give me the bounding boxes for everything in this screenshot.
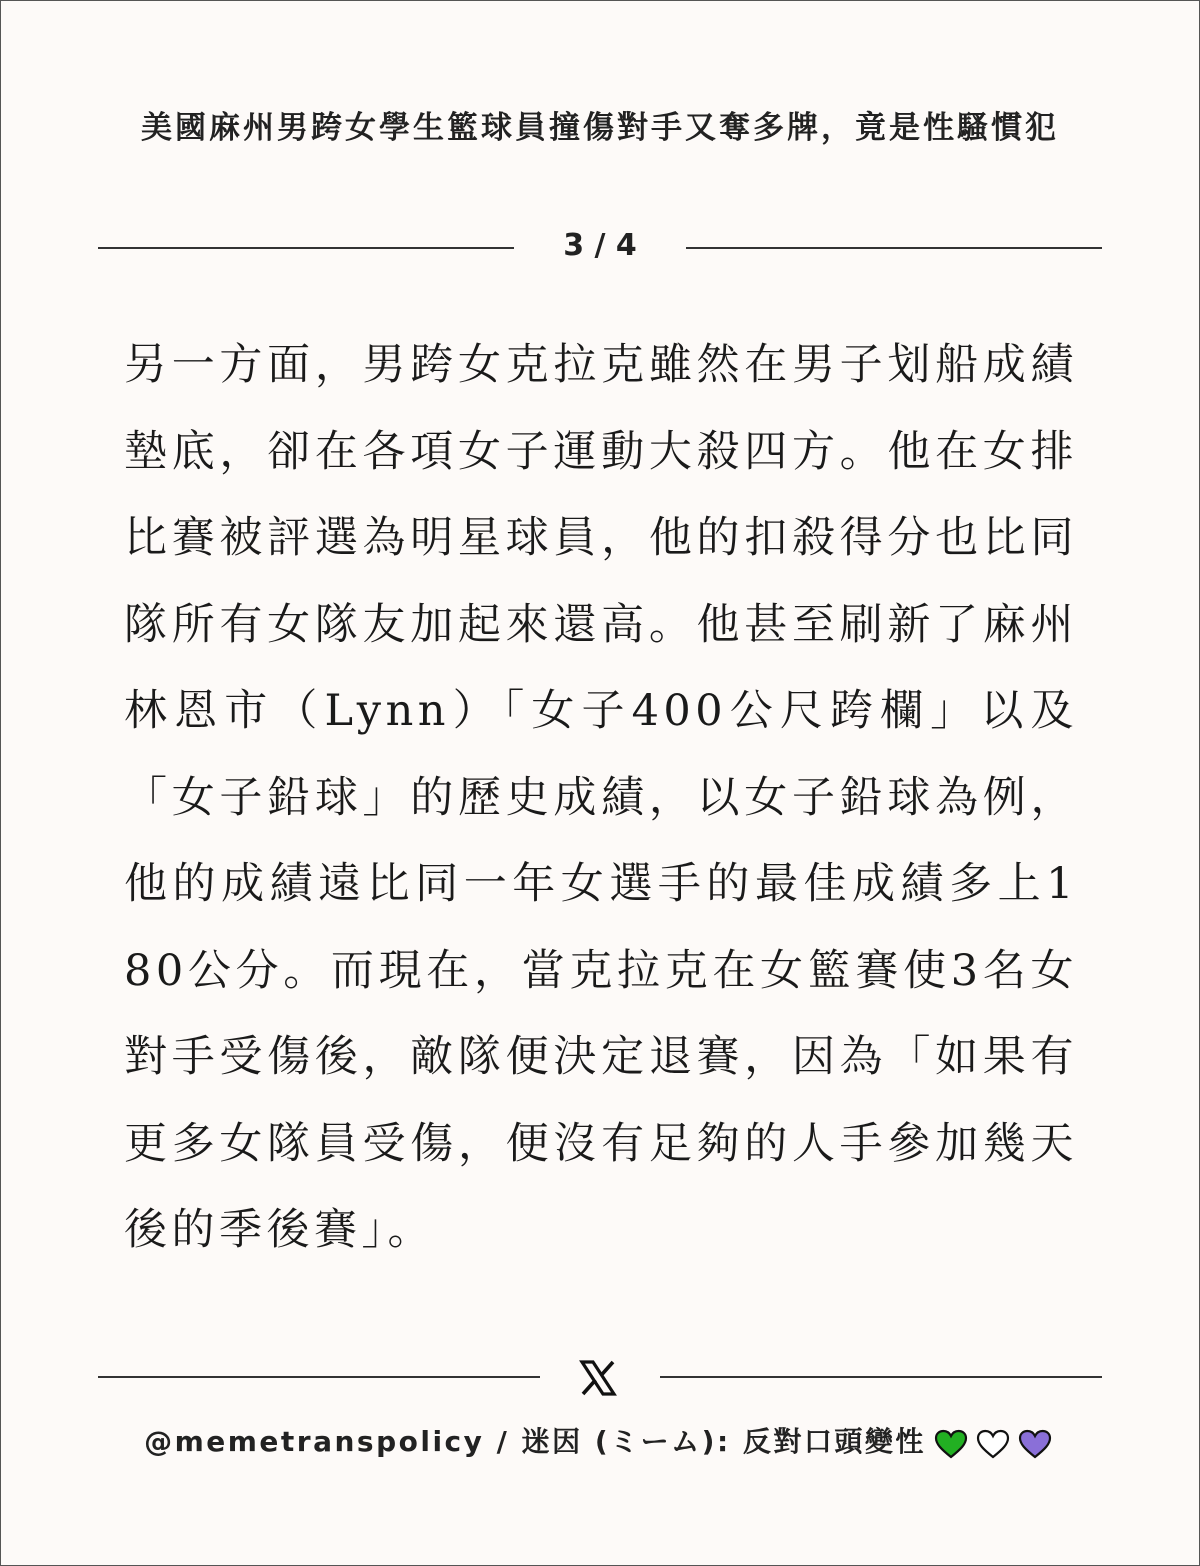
x-logo-icon — [578, 1358, 618, 1398]
footer-rule-right — [660, 1376, 1102, 1378]
footer-handle — [100, 1420, 1100, 1465]
handle-text: @memetranspolicy / 迷因 (ミーム): 反對口頭變性 — [144, 1425, 926, 1458]
footer-rule-left — [98, 1376, 540, 1378]
purple-heart-icon — [1018, 1429, 1052, 1459]
white-heart-icon — [976, 1429, 1010, 1459]
heart-group — [930, 1421, 1056, 1465]
header-rule-right — [686, 247, 1102, 249]
post-title: 美國麻州男跨女學生籃球員撞傷對手又奪多牌，竟是性騷慣犯 — [141, 110, 1059, 146]
header-rule-left — [98, 247, 514, 249]
page-indicator: 3 / 4 — [563, 228, 637, 263]
article-body: 另一方面，男跨女克拉克雖然在男子划船成績墊底，卻在各項女子運動大殺四方。他在女排比賽被評選為明星球員，他的扣殺得分也比同隊所有女隊友加起來還高。他甚至刷新了麻州林恩市（Lynn）「女子400公尺跨欄」以及「女子鉛球」的歷史成績，以女子鉛球為例，他的成績遠比同一年女選手的最佳成績多上180公分。而現在，當克拉克在女籃賽使3名女對手受傷後，敵隊便決定退賽，因為「如果有更多女隊員受傷，便沒有足夠的人手參加幾天後的季後賽」。 — [124, 340, 1078, 1255]
green-heart-icon — [934, 1429, 968, 1459]
